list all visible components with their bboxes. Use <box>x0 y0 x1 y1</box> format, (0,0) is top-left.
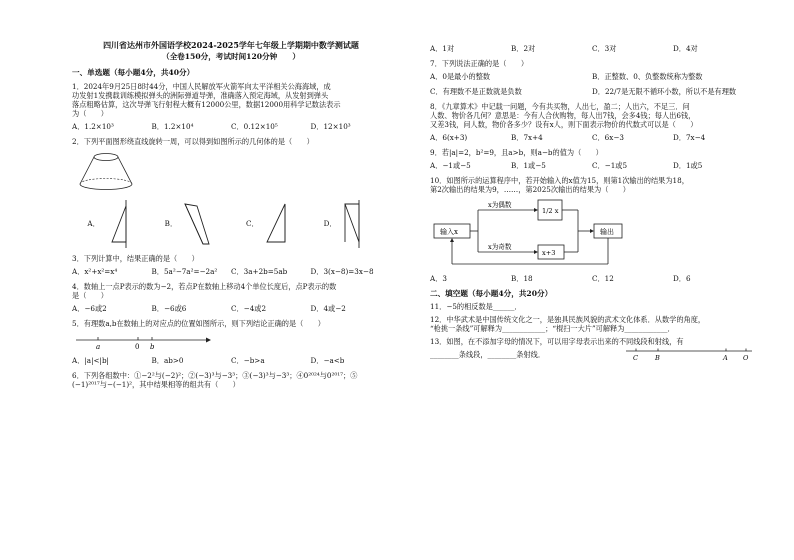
q2-option-b[interactable] <box>165 198 215 250</box>
q4-option-b[interactable]: B．−6或6 <box>151 303 187 313</box>
question-2: 2．下列平面图形绕直线旋转一周，可以得到如图所示的几何体的是（ ） <box>72 136 314 146</box>
q8-option-c[interactable]: C．6x−3 <box>592 133 624 142</box>
question-7: 7．下列说法正确的是（ ） <box>430 59 529 68</box>
q1-line-2: 功发射1发携载训练模拟弹头的洲际弹道导弹，准确落入预定海域，从发射到弹头 <box>72 90 329 100</box>
q9-option-d[interactable]: D．1或5 <box>673 161 703 170</box>
q10-option-b[interactable]: B．18 <box>511 274 533 283</box>
q12-line-1: 12．中华武术是中国传统文化之一，是独具民族风貌的武术文化体系．从数学的角度， <box>430 315 706 325</box>
q2-option-c[interactable] <box>246 198 293 250</box>
q12-line-2: “枪挑一条线”可解释为____________；“棍扫一大片”可解释为____________． <box>430 324 675 334</box>
q10-line-2: 第2次输出的结果为9，……，第2025次输出的结果为（ ） <box>430 185 630 194</box>
q10-option-d[interactable]: D．6 <box>673 274 691 283</box>
q8-line-1: 8．《九章算术》中记载一问题，今有共买物，人出七，盈二；人出六，不足三．问 <box>430 102 690 111</box>
q9-option-b[interactable]: B．1或−5 <box>511 161 546 170</box>
q1-line-3: 落点粗略估算，这次导弹飞行射程大概有12000公里，数据12000用科学记数法表示 <box>72 99 341 109</box>
q2-shape-c <box>263 198 293 250</box>
left-column <box>72 40 390 393</box>
q8-option-b[interactable]: B．7x+4 <box>511 133 543 142</box>
flow-input-label: 输入x <box>440 228 458 236</box>
q5-option-d[interactable]: D．−a<b <box>310 355 345 365</box>
q10-option-c[interactable]: C．12 <box>592 274 614 283</box>
q3-option-b[interactable]: B．5a²−7a²=−2a² <box>151 266 218 276</box>
q6-option-d[interactable]: D．4对 <box>673 44 698 53</box>
q2-shape-a <box>104 198 134 250</box>
number-line-svg <box>72 332 212 352</box>
q7-option-a[interactable]: A．0是最小的整数 <box>430 72 491 81</box>
q2-options <box>72 198 390 250</box>
q7-option-d[interactable]: D．22/7是无限不循环小数，所以不是有理数 <box>592 87 737 96</box>
q3-option-a[interactable]: A．x²+x²=x⁴ <box>72 266 118 276</box>
frustum-svg <box>76 150 136 192</box>
q4-option-c[interactable]: C．−4或2 <box>231 303 267 313</box>
q9-options <box>430 161 754 170</box>
q3-options <box>72 267 390 276</box>
flow-odd-label: x为奇数 <box>488 243 512 251</box>
axis-label-b: b <box>150 342 155 351</box>
q7-option-b[interactable]: B．正整数、0、负整数统称为整数 <box>592 72 703 81</box>
q10-options <box>430 274 754 283</box>
q8-options <box>430 133 754 142</box>
q1-option-b[interactable]: B．1.2×10⁴ <box>151 121 194 131</box>
q1-options <box>72 122 390 131</box>
q6-option-c[interactable]: C．3对 <box>592 44 617 53</box>
q2-option-a[interactable] <box>87 198 133 250</box>
q1-option-a[interactable]: A．1.2×10³ <box>72 121 114 131</box>
q8-option-a[interactable]: A．6(x+3) <box>430 133 468 142</box>
question-11: 11．−5的相反数是______． <box>430 302 522 312</box>
question-9: 9．若|a|=2，b²=9，且a>b，则a−b的值为（ ） <box>430 148 603 157</box>
point-c: C <box>633 354 639 363</box>
q2-label-c: C． <box>246 219 259 229</box>
flow-output-label: 输出 <box>600 228 614 236</box>
question-8 <box>430 102 754 129</box>
q1-line-4: 为（ ） <box>72 108 108 118</box>
q6-option-b[interactable]: B．2对 <box>511 44 536 53</box>
section-fill-in: 二、填空题（每小题4分，共20分） <box>430 289 553 298</box>
q9-option-c[interactable]: C．−1或5 <box>592 161 628 170</box>
flow-plus3-label: x+3 <box>542 249 556 257</box>
q13-line-1: 13．如图，在不添加字母的情况下，可以用字母表示出来的不同线段和射线，有 <box>430 337 684 347</box>
q8-line-2: 人数、物价各几何？意思是：今有人合伙购物，每人出7钱，会多4钱；每人出6钱， <box>430 111 696 120</box>
q5-options <box>72 356 390 365</box>
q2-shape-d <box>341 198 375 250</box>
flow-half-label: 1/2 x <box>542 207 559 215</box>
q4-options <box>72 304 390 313</box>
q3-option-d[interactable]: D．3(x−8)=3x−8 <box>310 266 374 276</box>
q10-line-1: 10．如图所示的运算程序中，若开始输入的x值为15，则第1次输出的结果为18， <box>430 176 689 185</box>
q6-line-2: (−1)²⁰¹⁷与−(−1)²，其中结果相等的组共有（ ） <box>72 379 240 389</box>
question-5: 5．有理数a,b在数轴上的对应点的位置如图所示，则下列结论正确的是（ ） <box>72 318 325 328</box>
question-13 <box>430 337 754 362</box>
q4-line-2: 是（ ） <box>72 290 108 300</box>
q10-flowchart <box>430 198 754 270</box>
question-3: 3．下列计算中，结果正确的是（ ） <box>72 253 199 263</box>
q4-option-d[interactable]: D．4或−2 <box>310 303 346 313</box>
right-column <box>430 44 754 366</box>
q1-option-d[interactable]: D．12×10³ <box>310 121 351 131</box>
q6-line-1: 6．下列各组数中：①−2²与(−2)²；②(−3)³与−3³；③(−3)³与−3³；④0²⁰²⁴与0²⁰¹⁷；⑤ <box>72 370 358 380</box>
q4-line-1: 4．数轴上一点P表示的数为−2，若点P在数轴上移动4个单位长度后，点P表示的数 <box>72 281 337 291</box>
flowchart-svg <box>430 198 660 268</box>
question-1 <box>72 82 390 118</box>
q2-label-d: D． <box>323 219 337 229</box>
q2-label-b: B． <box>164 219 178 229</box>
section-single-choice: 一、单选题（每小题4分，共40分） <box>72 68 195 78</box>
point-a: A <box>723 354 728 363</box>
q5-number-line <box>72 332 390 354</box>
question-6 <box>72 371 390 389</box>
axis-label-zero: 0 <box>135 342 140 351</box>
q4-option-a[interactable]: A．−6或2 <box>72 303 107 313</box>
q8-line-3: 又差3钱，问人数，物价各多少？设有x人，则下面表示物价的代数式可以是（ ） <box>430 120 698 129</box>
q6-options <box>430 44 754 53</box>
q10-option-a[interactable]: A．3 <box>430 274 447 283</box>
exam-title: 四川省达州市外国语学校2024-2025学年七年级上学期期中数学测试题 <box>103 40 359 50</box>
point-o: O <box>743 354 749 363</box>
q2-shape-b <box>181 198 215 250</box>
q6-option-a[interactable]: A．1对 <box>430 44 455 53</box>
flow-even-label: x为偶数 <box>488 201 512 209</box>
q7-options-row-2 <box>430 87 754 96</box>
exam-subtitle: （全卷150分，考试时间120分钟 ） <box>161 52 300 61</box>
q3-option-c[interactable]: C．3a+2b=5ab <box>231 266 288 276</box>
q13-ray-figure <box>624 346 754 362</box>
q8-option-d[interactable]: D．7x−4 <box>673 133 706 142</box>
q13-line-2-row <box>430 346 754 362</box>
q5-option-c[interactable]: C．−b>a <box>231 355 265 365</box>
q13-line-2: ________条线段，________条射线． <box>430 349 546 359</box>
question-12 <box>430 315 754 333</box>
q2-label-a: A． <box>87 219 100 229</box>
question-4 <box>72 282 390 300</box>
question-10 <box>430 176 754 194</box>
point-b: B <box>655 354 660 363</box>
q7-options-row-1 <box>430 72 754 81</box>
q2-option-d[interactable] <box>324 198 375 250</box>
q5-option-b[interactable]: B．ab>0 <box>151 355 184 365</box>
q7-option-c[interactable]: C．有理数不是正数就是负数 <box>430 87 522 96</box>
axis-label-a: a <box>96 342 101 351</box>
frustum-figure <box>76 150 390 194</box>
q1-line-1: 1．2024年9月25日8时44分，中国人民解放军火箭军向太平洋相关公海海域，成 <box>72 81 331 91</box>
q5-option-a[interactable]: A．|a|<|b| <box>72 355 109 365</box>
q9-option-a[interactable]: A．−1或−5 <box>430 161 471 170</box>
q1-option-c[interactable]: C．0.12×10⁵ <box>231 121 278 131</box>
